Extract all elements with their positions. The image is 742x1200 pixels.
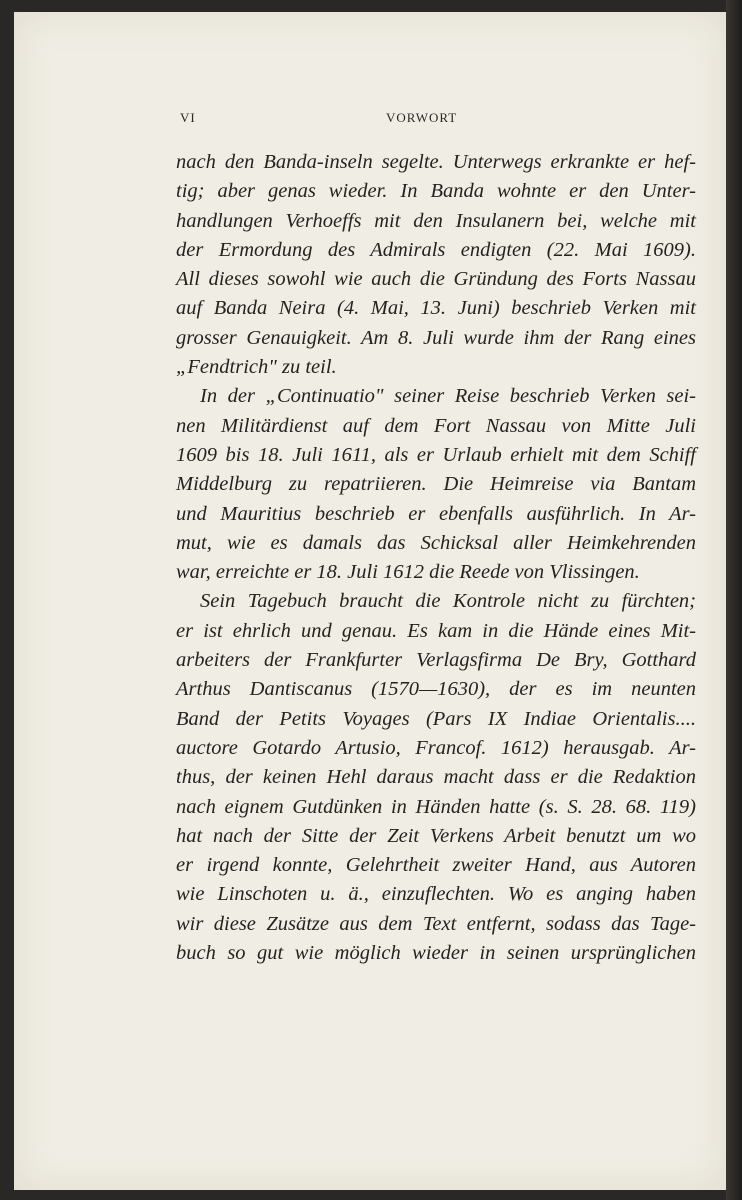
- page-number: VI: [180, 110, 196, 125]
- text-line: In der „Continuatio" seiner Reise beschrieb Verken sei-: [200, 385, 696, 408]
- text-line: nen Militärdienst auf dem Fort Nassau von Mitte Juli: [176, 414, 696, 437]
- text-line: grosser Genauigkeit. Am 8. Juli wurde ihm der Rang eines: [176, 326, 696, 349]
- text-line: hat nach der Sitte der Zeit Verkens Arbeit benutzt um wo: [176, 824, 696, 847]
- text-line: wie Linschoten u. ä., einzuflechten. Wo es anging haben: [176, 883, 696, 906]
- text-line: mut, wie es damals das Schicksal aller Heimkehrenden: [176, 531, 696, 554]
- body-text: [176, 148, 696, 968]
- text-line: arbeiters der Frankfurter Verlagsfirma De Bry, Gotthard: [176, 649, 696, 672]
- text-line: auctore Gotardo Artusio, Francof. 1612) herausgab. Ar-: [176, 736, 696, 759]
- text-line: er ist ehrlich und genau. Es kam in die Hände eines Mit-: [176, 619, 696, 642]
- text-line: handlungen Verhoeffs mit den Insulanern bei, welche mit: [176, 209, 696, 232]
- running-head: [176, 110, 696, 130]
- running-title: VORWORT: [386, 110, 458, 125]
- page-edge: [726, 0, 742, 1200]
- text-line: buch so gut wie möglich wieder in seinen ursprünglichen: [176, 942, 696, 965]
- text-line: Band der Petits Voyages (Pars IX Indiae Orientalis....: [176, 707, 696, 730]
- text-line: 1609 bis 18. Juli 1611, als er Urlaub erhielt mit dem Schiff: [176, 443, 696, 466]
- text-line: Arthus Dantiscanus (1570—1630), der es im neunten: [176, 678, 696, 701]
- text-line: thus, der keinen Hehl daraus macht dass er die Redaktion: [176, 766, 696, 789]
- text-line: All dieses sowohl wie auch die Gründung des Forts Nassau: [176, 268, 696, 291]
- text-line: Sein Tagebuch braucht die Kontrole nicht zu fürchten;: [200, 590, 696, 613]
- text-line: war, erreichte er 18. Juli 1612 die Reede von Vlissingen.: [176, 561, 640, 584]
- text-line: wir diese Zusätze aus dem Text entfernt, sodass das Tage-: [176, 912, 696, 935]
- text-line: nach eignem Gutdünken in Händen hatte (s. S. 28. 68. 119): [176, 795, 696, 818]
- text-line: auf Banda Neira (4. Mai, 13. Juni) beschrieb Verken mit: [176, 297, 696, 320]
- text-line: der Ermordung des Admirals endigten (22. Mai 1609).: [176, 238, 696, 261]
- text-line: und Mauritius beschrieb er ebenfalls ausführlich. In Ar-: [176, 502, 696, 525]
- text-line: „Fendtrich" zu teil.: [176, 356, 337, 379]
- text-line: nach den Banda-inseln segelte. Unterwegs erkrankte er hef-: [176, 151, 696, 173]
- text-line: tig; aber genas wieder. In Banda wohnte er den Unter-: [176, 180, 696, 203]
- text-line: Middelburg zu repatriieren. Die Heimreise via Bantam: [176, 473, 696, 496]
- text-line: er irgend konnte, Gelehrtheit zweiter Hand, aus Autoren: [176, 854, 696, 877]
